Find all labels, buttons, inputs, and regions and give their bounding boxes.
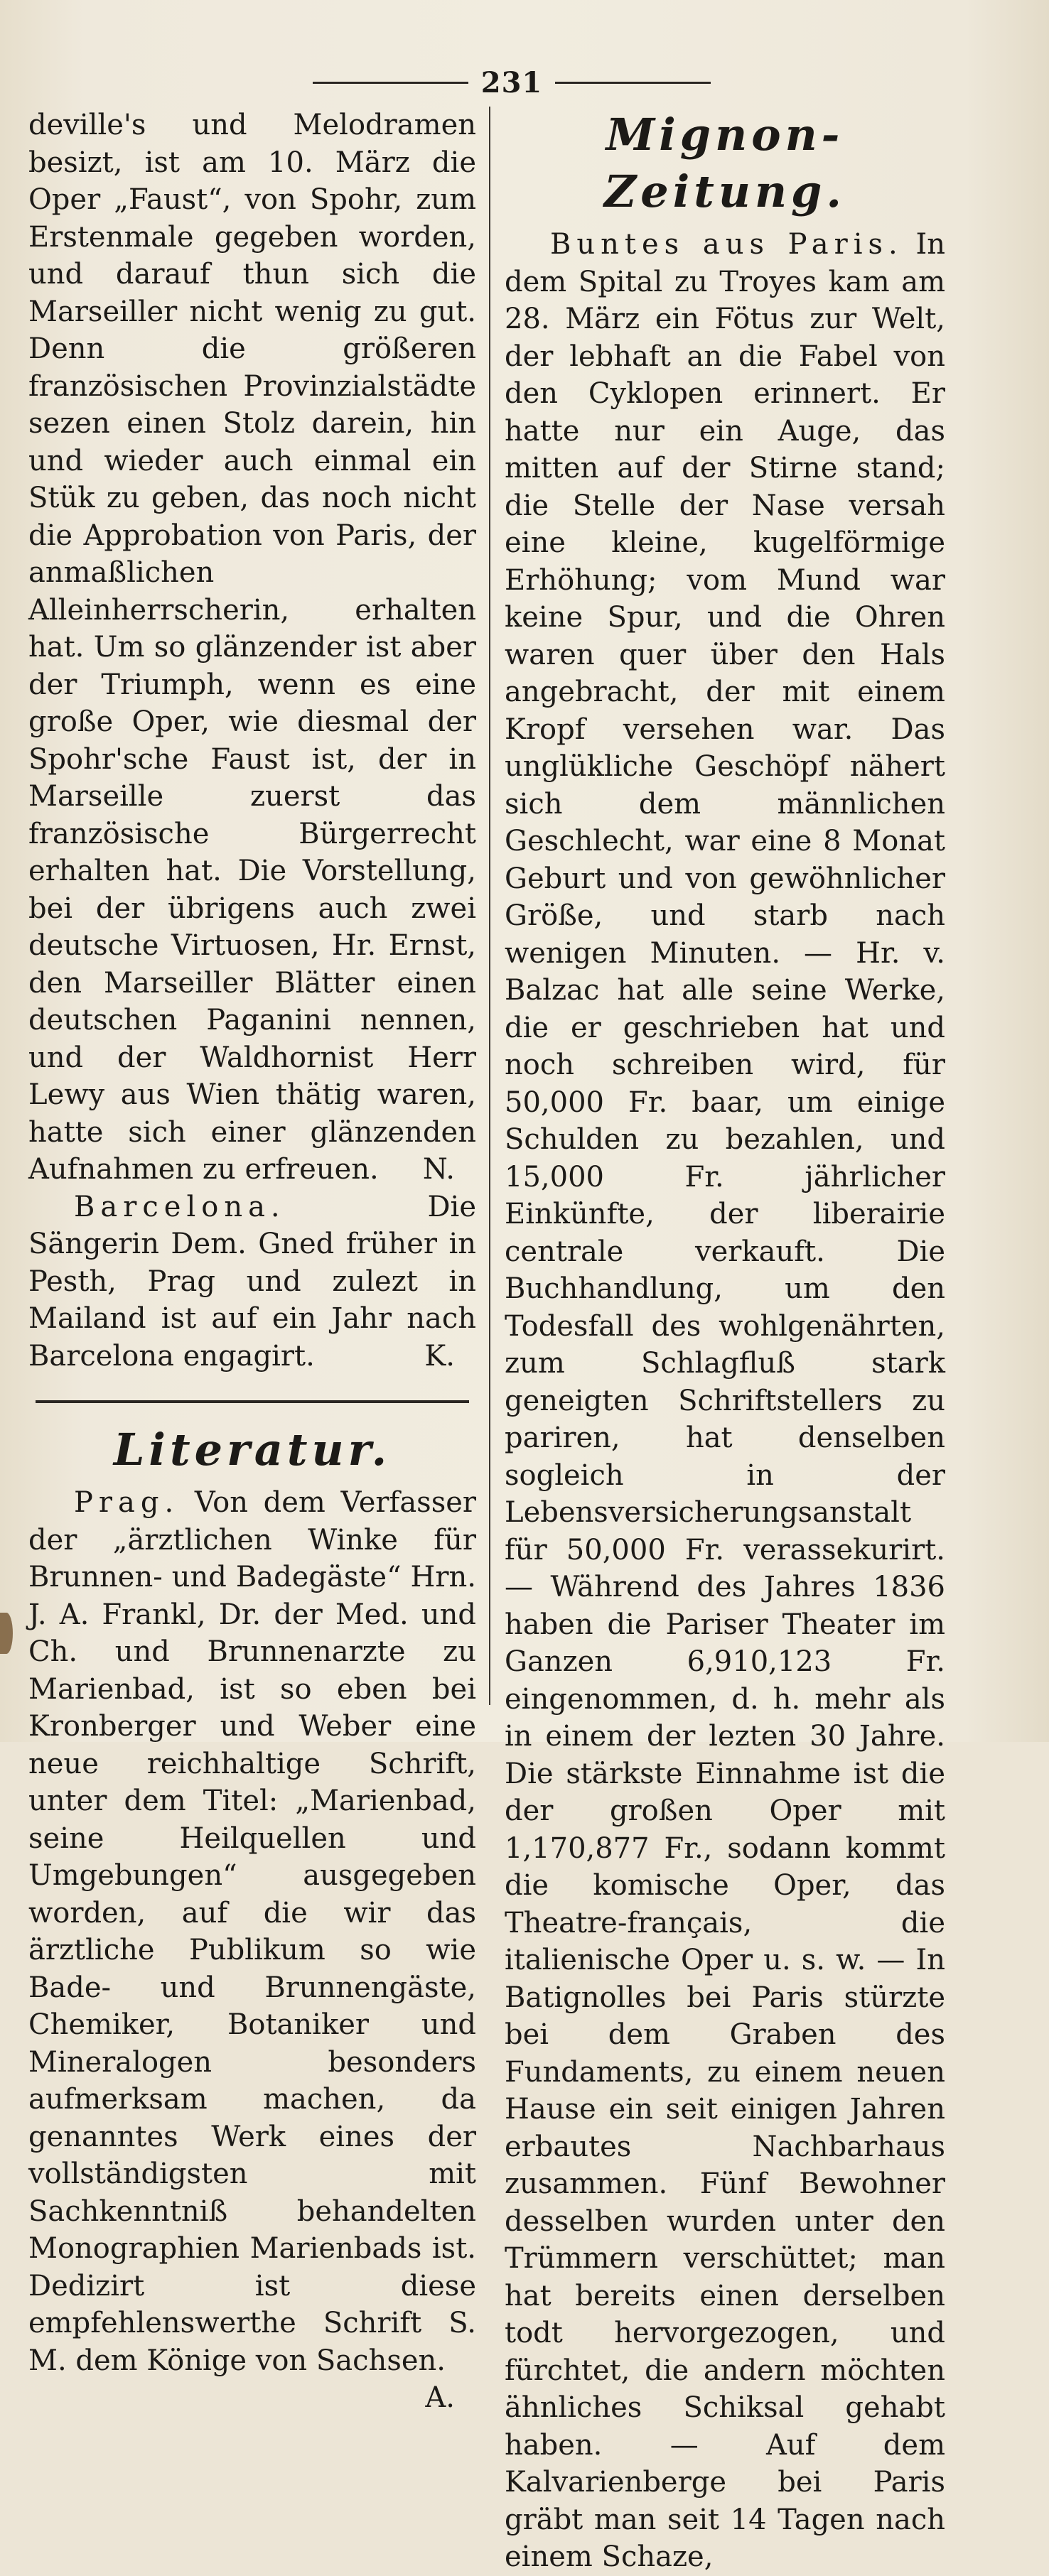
article-barcelona-text: Die Sängerin Dem. Gned früher in Pesth, Prag und zulezt in Mailand ist auf ein Jahr nach Barcelona engagirt.	[28, 1190, 476, 1373]
article-prag-signature: A.	[425, 2381, 455, 2414]
article-barcelona-signature: K.	[424, 1339, 455, 1373]
article-faust	[28, 107, 476, 1189]
article-paris-text: In dem Spital zu Troyes kam am 28. März ein Fötus zur Welt, der lebhaft an die Fabel von den Cyklopen erinnert. Er hatte nur ein Auge, das mitten auf der Stirne stand; die Stelle der Nase versah eine kleine, kugelförmige Erhöhung; vom Mund war keine Spur, und die Ohren waren quer über den Hals angebracht, der mit einem Kropf versehen war. Das unglükliche Geschöpf nähert sich dem männlichen Geschlecht, war eine 8 Monat Geburt und von gewöhnlicher Größe, und starb nach wenigen Minuten. — Hr. v. Balzac hat alle seine Werke, die er geschrieben hat und noch schreiben wird, für 50,000 Fr. baar, um einige Schulden zu bezahlen, und 15,000 Fr. jährlicher Einkünfte, der liberairie centrale verkauft. Die Buchhandlung, um den Todesfall des wohlgenährten, zum Schlagfluß stark geneigten Schriftstellers zu pariren, hat denselben sogleich in der Lebensversicherungsanstalt für 50,000 Fr. verassekurirt. — Während des Jahres 1836 haben die Pariser Theater im Ganzen 6,910,123 Fr. eingenommen, d. h. mehr als in einem der lezten 30 Jahre. Die stärkste Einnahme ist die der großen Oper mit 1,170,877 Fr., sodann kommt die komische Oper, das Theatre-français, die italienische Oper u. s. w. — In Batignolles bei Paris stürzte bei dem Graben des Fundaments, zu einem neuen Hause ein seit einigen Jahren erbautes Nachbarhaus zusammen. Fünf Bewohner desselben wurden unter den Trümmern verschüttet; man hat bereits einen derselben todt hervorgezogen, und fürchtet, die andern möchten ähnliches Schiksal gehabt haben. — Auf dem Kalvarienberge bei Paris gräbt man seit 14 Tagen nach einem Schaze,	[505, 228, 945, 2573]
page-edge-stain	[0, 1613, 13, 1654]
article-prag-text: Von dem Verfasser der „ärztlichen Winke für Brunnen- und Badegäste“ Hrn. J. A. Frankl, Dr. der Med. und Ch. und Brunnenarzte zu Marienbad, ist so eben bei Kronberger und Weber eine neue reichhaltige Schrift, unter dem Titel: „Marienbad, seine Heilquellen und Umgebungen“ ausgegeben worden, auf die wir das ärztliche Publikum so wie Bade- und Brunnengäste, Chemiker, Botaniker und Mineralogen besonders aufmerksam machen, da genanntes Werk eines der vollständigsten mit Sachkenntniß behandelten Monographien Marienbads ist. Dedizirt ist diese empfehlenswerthe Schrift S. M. dem Könige von Sachsen.	[28, 1486, 477, 2377]
section-title-literatur: Literatur.	[113, 1424, 392, 1476]
article-barcelona-place: Barcelona.	[74, 1190, 286, 1223]
right-column	[505, 107, 945, 2576]
article-prag	[28, 1484, 477, 2414]
article-faust-signature: N.	[422, 1153, 455, 1186]
header-rule-right	[555, 82, 711, 84]
header-rule-left	[313, 82, 468, 84]
article-faust-text: deville's und Melodramen besizt, ist am 10. März die Oper „Faust“, von Spohr, zum Erstenmale gegeben worden, und darauf thun sich die Marseiller nicht wenig zu gut. Denn die größeren französischen Provinzialstädte sezen einen Stolz darein, hin und wieder auch einmal ein Stük zu geben, das noch nicht die Approbation von Paris, der anmaßlichen Alleinherrscherin, erhalten hat. Um so glänzender ist aber der Triumph, wenn es eine große Oper, wie diesmal der Spohr'sche Faust ist, der in Marseille zuerst das französische Bürgerrecht erhalten hat. Die Vorstellung, bei der übrigens auch zwei deutsche Virtuosen, Hr. Ernst, den Marseiller Blätter einen deutschen Paganini nennen, und der Waldhornist Herr Lewy aus Wien thätig waren, hatte sich einer glänzenden Aufnahmen zu erfreuen.	[28, 109, 476, 1186]
section-title-mignon-zeitung: Mignon-Zeitung.	[604, 109, 846, 217]
column-divider	[489, 107, 490, 1705]
page-header	[313, 63, 711, 102]
article-paris-label: Buntes aus Paris.	[550, 228, 903, 261]
section-separator	[36, 1400, 469, 1403]
article-paris	[505, 226, 945, 2576]
left-column	[28, 107, 476, 2417]
article-barcelona	[28, 1189, 476, 1375]
page-number: 231	[480, 65, 543, 99]
article-prag-place: Prag.	[74, 1486, 180, 1519]
